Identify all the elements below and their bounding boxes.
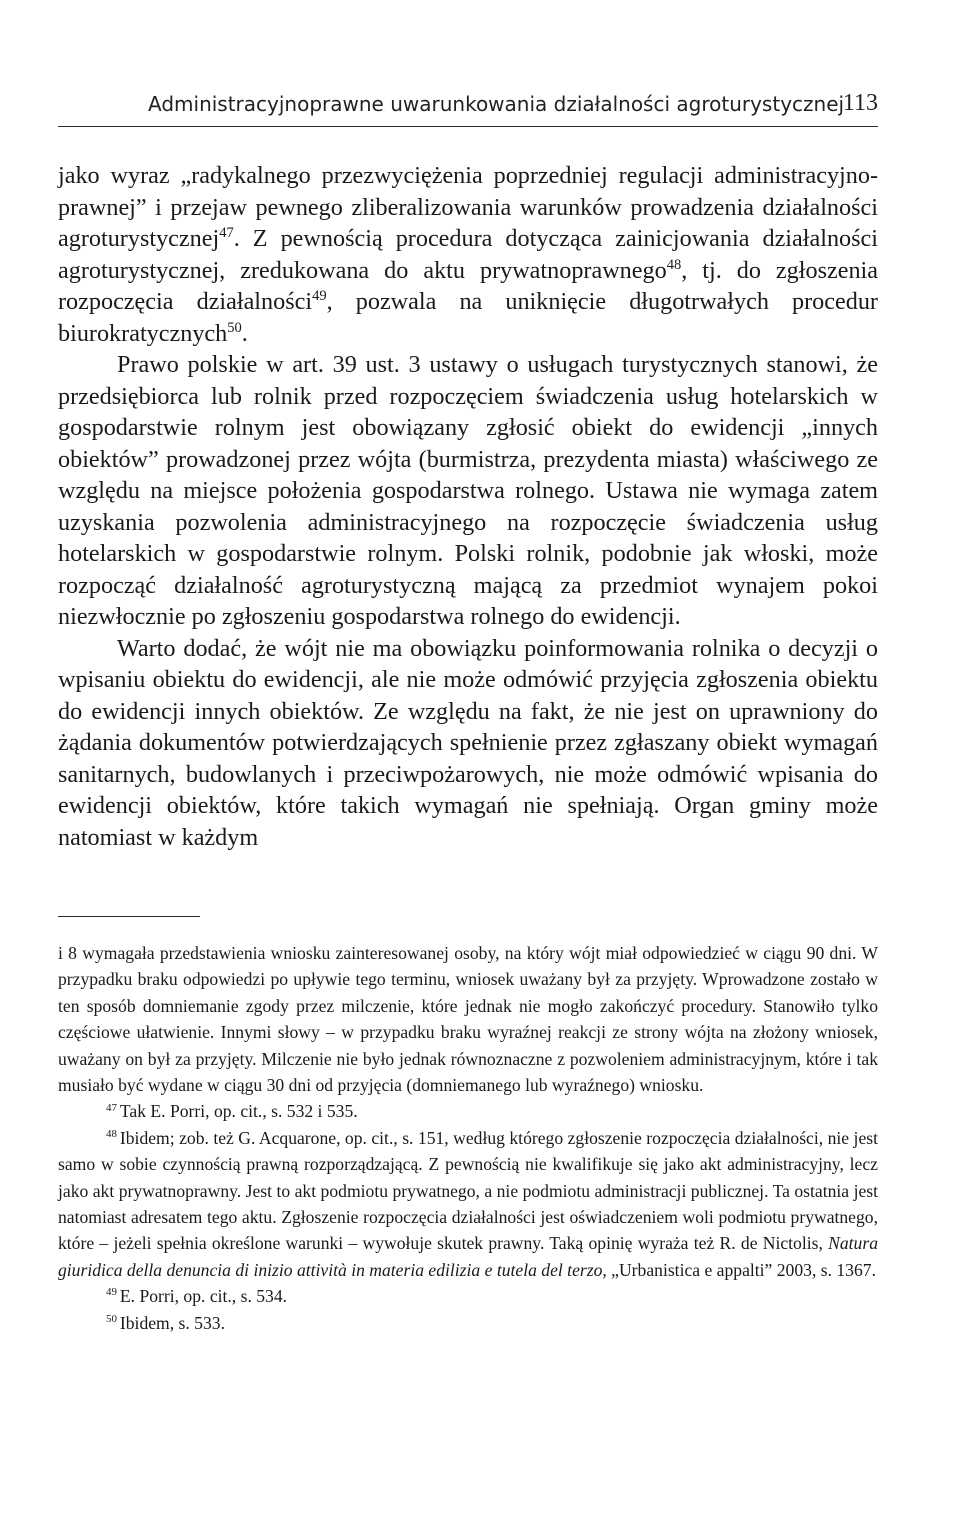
footnote-number: 48 [106, 1127, 117, 1140]
footnote-50 [58, 1310, 878, 1336]
footnote-48 [58, 1125, 878, 1283]
footnote-text: Ibidem, s. 533. [119, 1312, 225, 1333]
footnote-text: Tak E. Porri, op. cit., s. 532 i 535. [119, 1101, 358, 1122]
paragraph-1-text-b: . Z pewnością procedura dotycząca zainicjowania działalności agroturystycznej, zredukowana do aktu prywatnoprawnego [58, 225, 878, 284]
footnote-number: 49 [106, 1286, 117, 1299]
paragraph-1 [58, 160, 878, 349]
running-title: Administracyjnoprawne uwarunkowania działalności agroturystycznej [148, 92, 845, 116]
footnote-49 [58, 1283, 878, 1309]
paragraph-1-text-d: , pozwala na uniknięcie długotrwałych procedur biurokratycznych [58, 288, 878, 347]
footnote-separator [58, 916, 200, 917]
cited-title: Natura giuridica della denuncia di inizio attività in materia edilizia e tutela del terzo, [58, 1233, 878, 1280]
page-number: 113 [842, 90, 878, 116]
paragraph-2: Prawo polskie w art. 39 ust. 3 ustawy o usługach turystycznych stanowi, że przedsiębiorca lub rolnik przed rozpoczęciem świadczenia usług hotelarskich w gospodarstwie rolnym jest obowiązany zgłosić obiekt do ewidencji „innych obiektów” prowadzonej przez wójta (burmistrza, prezydenta miasta) właściwego ze względu na miejsce położenia gospodarstwa rolnego. Ustawa nie wymaga zatem uzyskania pozwolenia administracyjnego na rozpoczęcie świadczenia usług hotelarskich w gospodarstwie rolnym. Polski rolnik, podobnie jak włoski, może rozpocząć działalność agroturystyczną mającą za przedmiot wynajem pokoi niezwłocznie po zgłoszeniu gospodarstwa rolnego do ewidencji. [58, 351, 878, 630]
paragraph-1-text-e: . [241, 319, 248, 347]
footnote-text-end: „Urbanistica e appalti” 2003, s. 1367. [606, 1259, 876, 1280]
footnotes [58, 940, 878, 1336]
footnote-text: Ibidem; zob. też G. Acquarone, op. cit., s. 151, według którego zgłoszenie rozpoczęcia działalności, nie jest samo w sobie czynnością prawną rozporządzającą. Z pewnością nie kwalifikuje się jako akt administracyjny, lecz jako akt prywatnoprawny. Jest to akt podmiotu prywatnego, a nie podmiotu administracji publicznej. Ta ostatnia jest natomiast adresatem tego aktu. Zgłoszenie rozpoczęcia działalności jest oświadczeniem woli podmiotu prywatnego, które – jeżeli spełnia określone warunki – wywołuje skutek prawny. Taką opinię wyraża też R. de Nictolis, [58, 1127, 878, 1254]
footnote-number: 47 [106, 1101, 117, 1114]
page-header [58, 86, 878, 127]
footnote-ref-49[interactable]: 49 [312, 287, 327, 304]
paragraph-1-text-c: , tj. do zgłoszenia rozpoczęcia działalności [58, 256, 878, 315]
footnote-ref-48[interactable]: 48 [666, 256, 682, 273]
footnote-ref-47[interactable]: 47 [219, 224, 234, 241]
footnote-ref-50[interactable]: 50 [227, 319, 242, 336]
footnote-number: 50 [106, 1312, 117, 1325]
paragraph-3: Warto dodać, że wójt nie ma obowiązku poinformowania rolnika o decyzji o wpisaniu obiektu do ewidencji, ale nie może odmówić przyjęcia zgłoszenia obiektu do ewidencji innych obiektów. Ze względu na fakt, że nie jest on uprawniony do żądania dokumentów potwierdzających spełnienie przez zgłaszany obiekt wymagań sanitarnych, budowlanych i przeciwpożarowych, nie może odmówić wpisania do ewidencji obiektów, które takich wymagań nie spełniają. Organ gminy może natomiast w każdym [58, 634, 878, 851]
footnote-47 [58, 1098, 878, 1124]
footnote-continuation: i 8 wymagała przedstawienia wniosku zainteresowanej osoby, na który wójt miał odpowiedzieć w ciągu 90 dni. W przypadku braku odpowiedzi po upływie tego terminu, wniosek uważany był za przyjęty. Wprowadzone zostało w ten sposób domniemanie zgody przez milczenie, które jednak nie mogło zakończyć procedury. Stanowiło tylko częściowe ułatwienie. Innymi słowy – w przypadku braku wyraźnej reakcji ze strony wójta na złożony wniosek, uważany on był za przyjęty. Milczenie nie było jednak równoznaczne z pozwoleniem administracyjnym, które i tak musiało być wydane w ciągu 30 dni od przyjęcia (domniemanego lub wyraźnego) wniosku. [58, 943, 878, 1096]
paragraph-1-text-a: jako wyraz „radykalnego przezwyciężenia poprzedniej regulacji administracyjno-prawnej” i przejaw pewnego zliberalizowania warunków prowadzenia działalności agroturystycznej [58, 162, 878, 252]
footnote-text: E. Porri, op. cit., s. 534. [119, 1286, 288, 1307]
main-text [58, 160, 878, 853]
